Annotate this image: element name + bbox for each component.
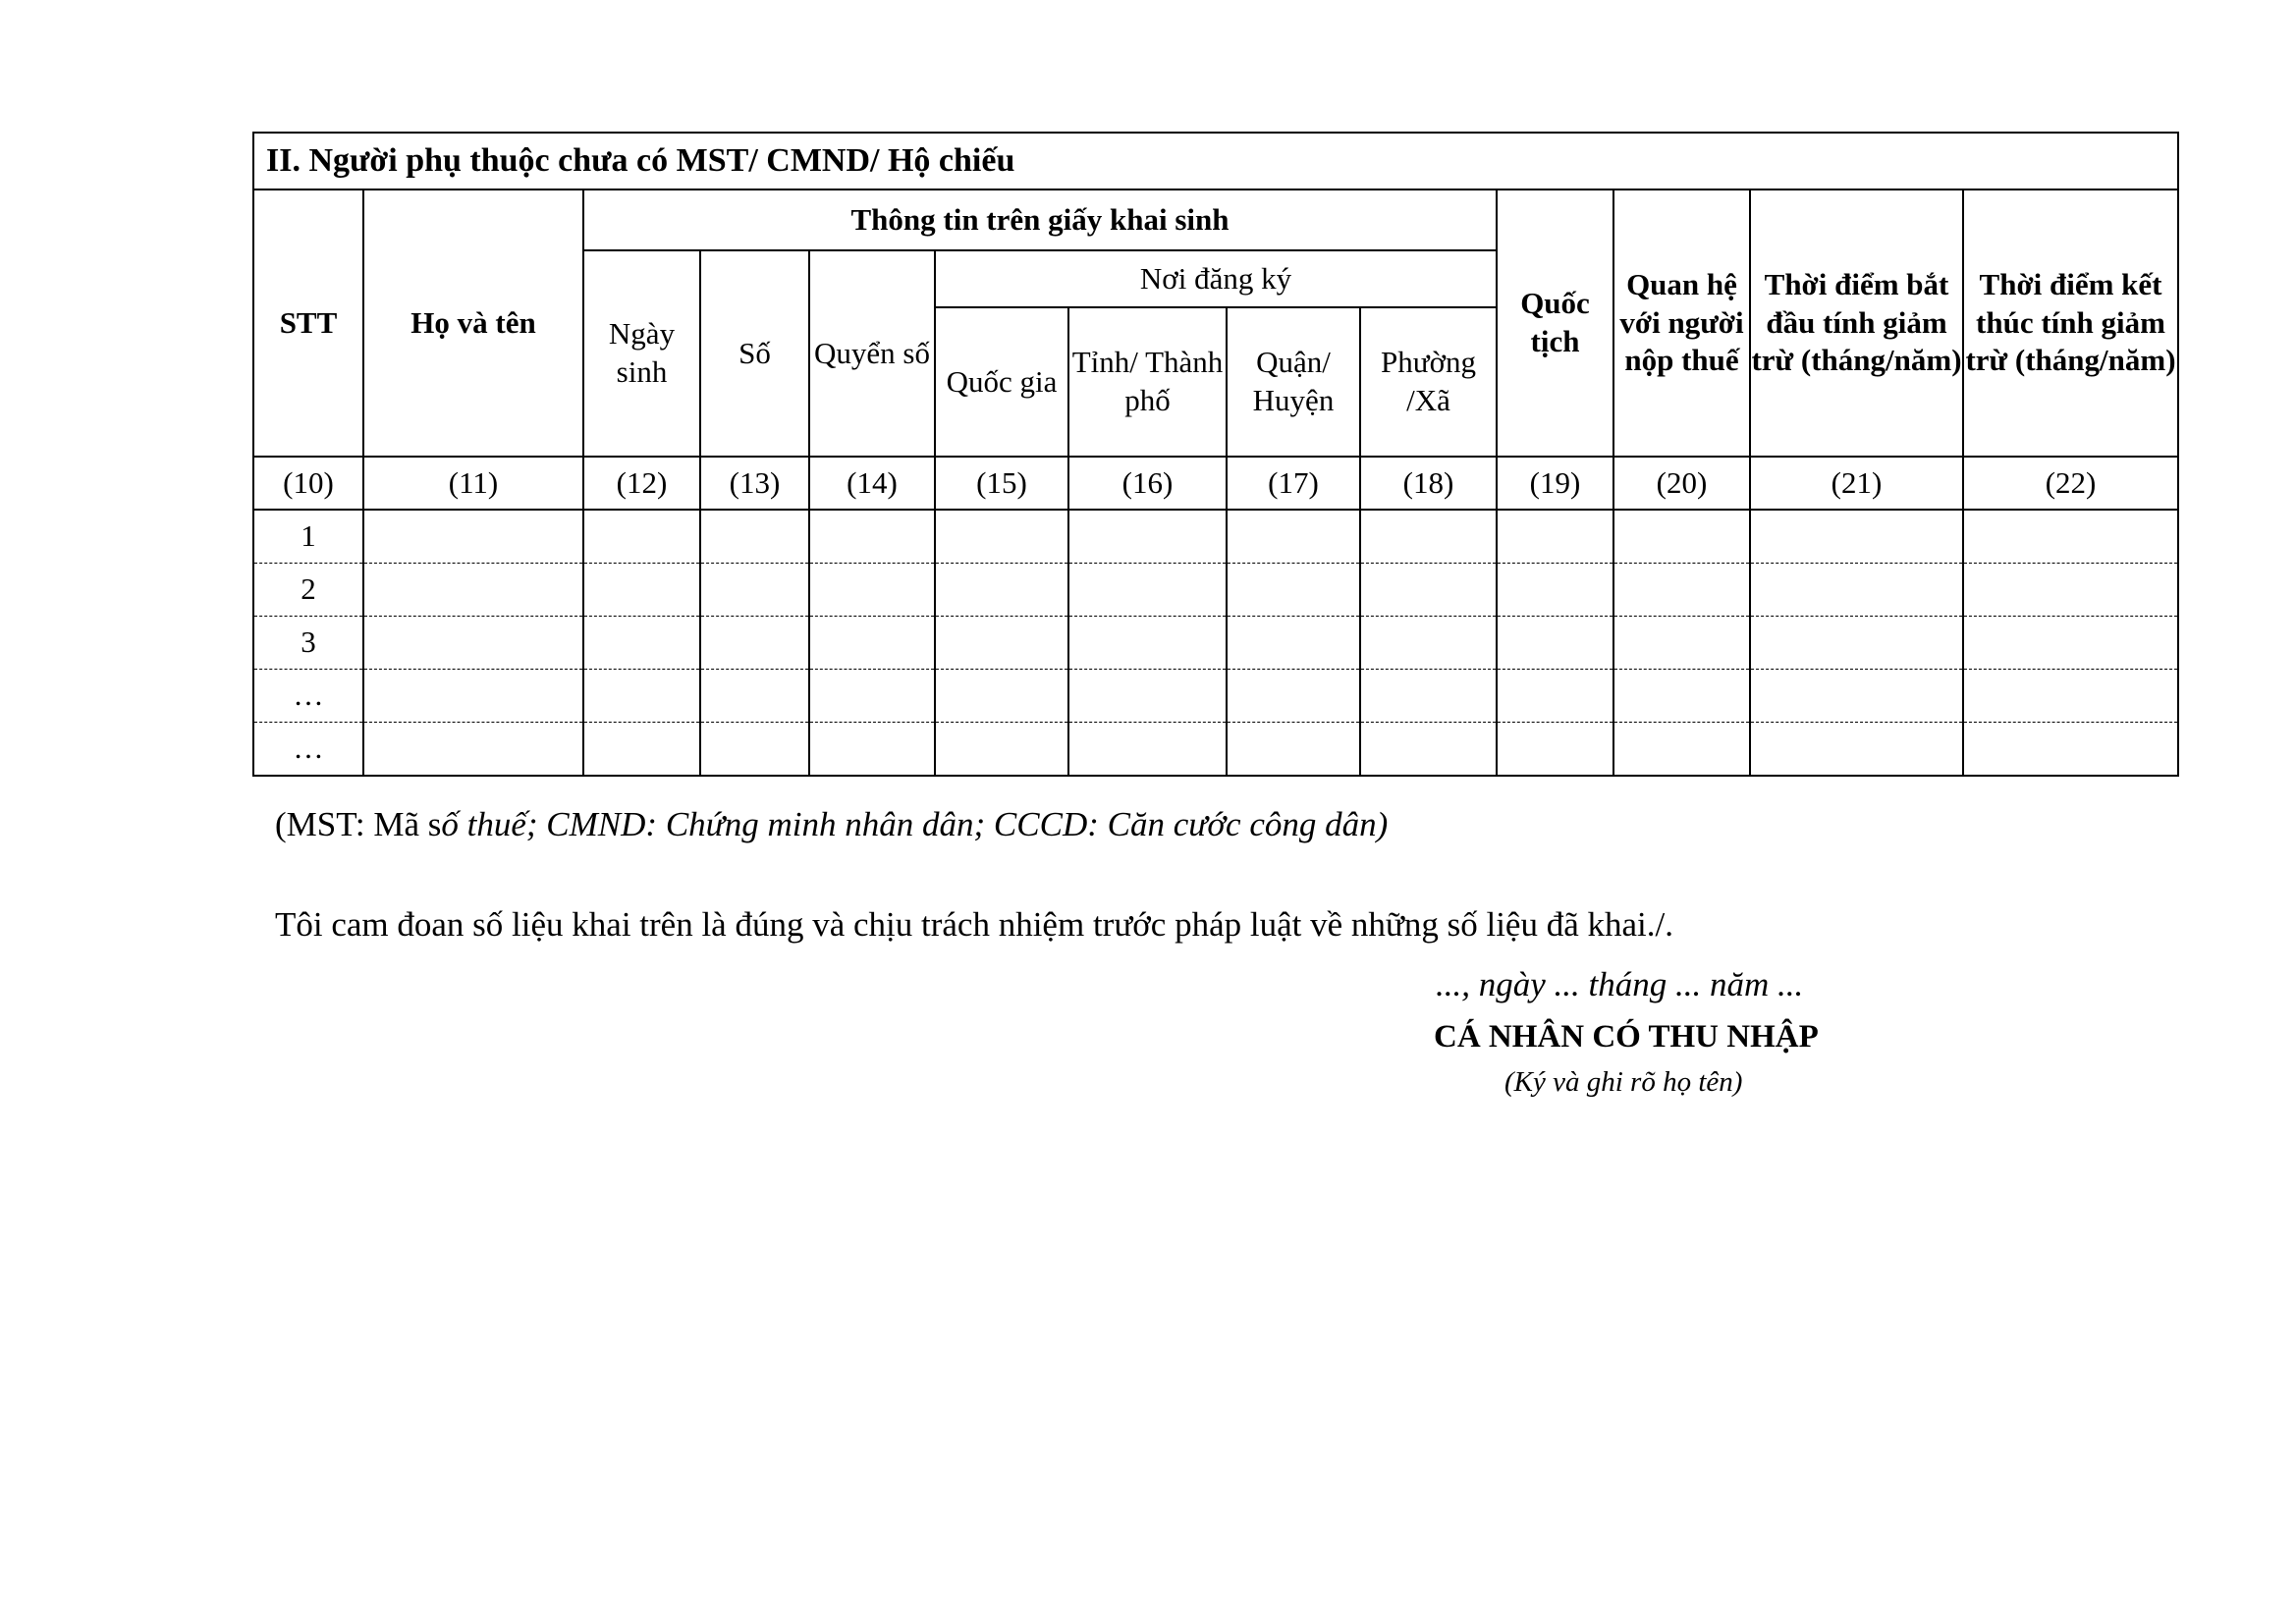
table-cell[interactable] xyxy=(935,670,1068,723)
table-cell[interactable] xyxy=(1750,564,1963,617)
dependents-table xyxy=(252,132,2179,777)
table-cell[interactable] xyxy=(583,670,700,723)
table-cell[interactable] xyxy=(1068,723,1227,777)
table-row xyxy=(253,723,2178,777)
table-cell[interactable] xyxy=(1068,564,1227,617)
note-prefix: (MST: Mã s xyxy=(275,805,442,843)
table-cell[interactable] xyxy=(1963,564,2178,617)
table-cell[interactable] xyxy=(1360,564,1497,617)
header-birth-cert-group: Thông tin trên giấy khai sinh xyxy=(583,189,1497,250)
table-cell[interactable] xyxy=(1227,723,1360,777)
column-number: (21) xyxy=(1750,457,1963,510)
table-cell[interactable] xyxy=(1068,617,1227,670)
table-cell[interactable] xyxy=(935,510,1068,564)
table-cell[interactable] xyxy=(809,510,935,564)
table-cell[interactable] xyxy=(1750,617,1963,670)
row-number: 1 xyxy=(253,510,363,564)
table-cell[interactable] xyxy=(1227,670,1360,723)
table-cell[interactable] xyxy=(363,670,583,723)
header-thoi-diem-bat-dau: Thời điểm bắt đầu tính giảm trừ (tháng/năm) xyxy=(1750,189,1963,457)
table-cell[interactable] xyxy=(935,617,1068,670)
column-number: (18) xyxy=(1360,457,1497,510)
row-number: 2 xyxy=(253,564,363,617)
column-number: (13) xyxy=(700,457,809,510)
header-ngay-sinh: Ngày sinh xyxy=(583,250,700,457)
table-cell[interactable] xyxy=(1497,670,1613,723)
table-cell[interactable] xyxy=(935,564,1068,617)
table-cell[interactable] xyxy=(1613,723,1750,777)
abbreviation-note xyxy=(275,805,1388,844)
column-number: (11) xyxy=(363,457,583,510)
column-number: (20) xyxy=(1613,457,1750,510)
table-cell[interactable] xyxy=(363,723,583,777)
declaration-text: Tôi cam đoan số liệu khai trên là đúng và chịu trách nhiệm trước pháp luật về những số liệu đã khai./. xyxy=(275,905,1673,944)
date-line: ..., ngày ... tháng ... năm ... xyxy=(1436,965,1804,1003)
table-cell[interactable] xyxy=(1360,670,1497,723)
header-quoc-tich: Quốc tịch xyxy=(1497,189,1613,457)
table-cell[interactable] xyxy=(1963,670,2178,723)
header-stt: STT xyxy=(253,189,363,457)
table-cell[interactable] xyxy=(1613,670,1750,723)
header-quan-he: Quan hệ với người nộp thuế xyxy=(1613,189,1750,457)
table-cell[interactable] xyxy=(1963,510,2178,564)
header-quoc-gia: Quốc gia xyxy=(935,307,1068,457)
table-cell[interactable] xyxy=(809,617,935,670)
table-cell[interactable] xyxy=(1750,670,1963,723)
header-ho-ten: Họ và tên xyxy=(363,189,583,457)
table-cell[interactable] xyxy=(1497,510,1613,564)
table-cell[interactable] xyxy=(1750,510,1963,564)
table-cell[interactable] xyxy=(1963,723,2178,777)
table-cell[interactable] xyxy=(583,510,700,564)
note-italic: ố thuế; CMND: Chứng minh nhân dân; CCCD: Căn cước công dân) xyxy=(441,805,1389,843)
column-number: (10) xyxy=(253,457,363,510)
header-phuong-xa: Phường /Xã xyxy=(1360,307,1497,457)
table-cell[interactable] xyxy=(935,723,1068,777)
table-row xyxy=(253,670,2178,723)
table-cell[interactable] xyxy=(809,723,935,777)
table-cell[interactable] xyxy=(700,723,809,777)
table-row xyxy=(253,564,2178,617)
table-cell[interactable] xyxy=(363,564,583,617)
table-cell[interactable] xyxy=(1497,723,1613,777)
header-quan-huyen: Quận/ Huyện xyxy=(1227,307,1360,457)
table-cell[interactable] xyxy=(700,564,809,617)
table-cell[interactable] xyxy=(1963,617,2178,670)
signer-title: CÁ NHÂN CÓ THU NHẬP xyxy=(1434,1019,1819,1055)
table-cell[interactable] xyxy=(1750,723,1963,777)
table-cell[interactable] xyxy=(1613,510,1750,564)
row-number: … xyxy=(253,723,363,777)
table-cell[interactable] xyxy=(700,670,809,723)
row-number: … xyxy=(253,670,363,723)
table-cell[interactable] xyxy=(1227,617,1360,670)
table-cell[interactable] xyxy=(1068,670,1227,723)
table-cell[interactable] xyxy=(363,510,583,564)
table-cell[interactable] xyxy=(583,564,700,617)
table-cell[interactable] xyxy=(1360,510,1497,564)
table-cell[interactable] xyxy=(1360,723,1497,777)
header-tinh-thanh-pho: Tỉnh/ Thành phố xyxy=(1068,307,1227,457)
header-quyen-so: Quyển số xyxy=(809,250,935,457)
row-number: 3 xyxy=(253,617,363,670)
column-number: (16) xyxy=(1068,457,1227,510)
column-number: (22) xyxy=(1963,457,2178,510)
table-cell[interactable] xyxy=(809,564,935,617)
table-cell[interactable] xyxy=(1613,564,1750,617)
table-cell[interactable] xyxy=(1227,510,1360,564)
column-number: (19) xyxy=(1497,457,1613,510)
column-number: (15) xyxy=(935,457,1068,510)
table-cell[interactable] xyxy=(1227,564,1360,617)
table-cell[interactable] xyxy=(1497,617,1613,670)
header-so: Số xyxy=(700,250,809,457)
table-cell[interactable] xyxy=(1360,617,1497,670)
column-number: (12) xyxy=(583,457,700,510)
column-number: (14) xyxy=(809,457,935,510)
table-row xyxy=(253,617,2178,670)
table-cell[interactable] xyxy=(583,723,700,777)
section-title: II. Người phụ thuộc chưa có MST/ CMND/ Hộ chiếu xyxy=(253,133,2178,189)
table-cell[interactable] xyxy=(1497,564,1613,617)
table-cell[interactable] xyxy=(700,617,809,670)
table-cell[interactable] xyxy=(1613,617,1750,670)
table-cell[interactable] xyxy=(809,670,935,723)
table-row xyxy=(253,510,2178,564)
table-cell[interactable] xyxy=(1068,510,1227,564)
header-thoi-diem-ket-thuc: Thời điểm kết thúc tính giảm trừ (tháng/năm) xyxy=(1963,189,2178,457)
table-cell[interactable] xyxy=(583,617,700,670)
table-cell[interactable] xyxy=(700,510,809,564)
column-number: (17) xyxy=(1227,457,1360,510)
table-cell[interactable] xyxy=(363,617,583,670)
header-noi-dang-ky-group: Nơi đăng ký xyxy=(935,250,1497,307)
signer-note: (Ký và ghi rõ họ tên) xyxy=(1504,1066,1743,1098)
